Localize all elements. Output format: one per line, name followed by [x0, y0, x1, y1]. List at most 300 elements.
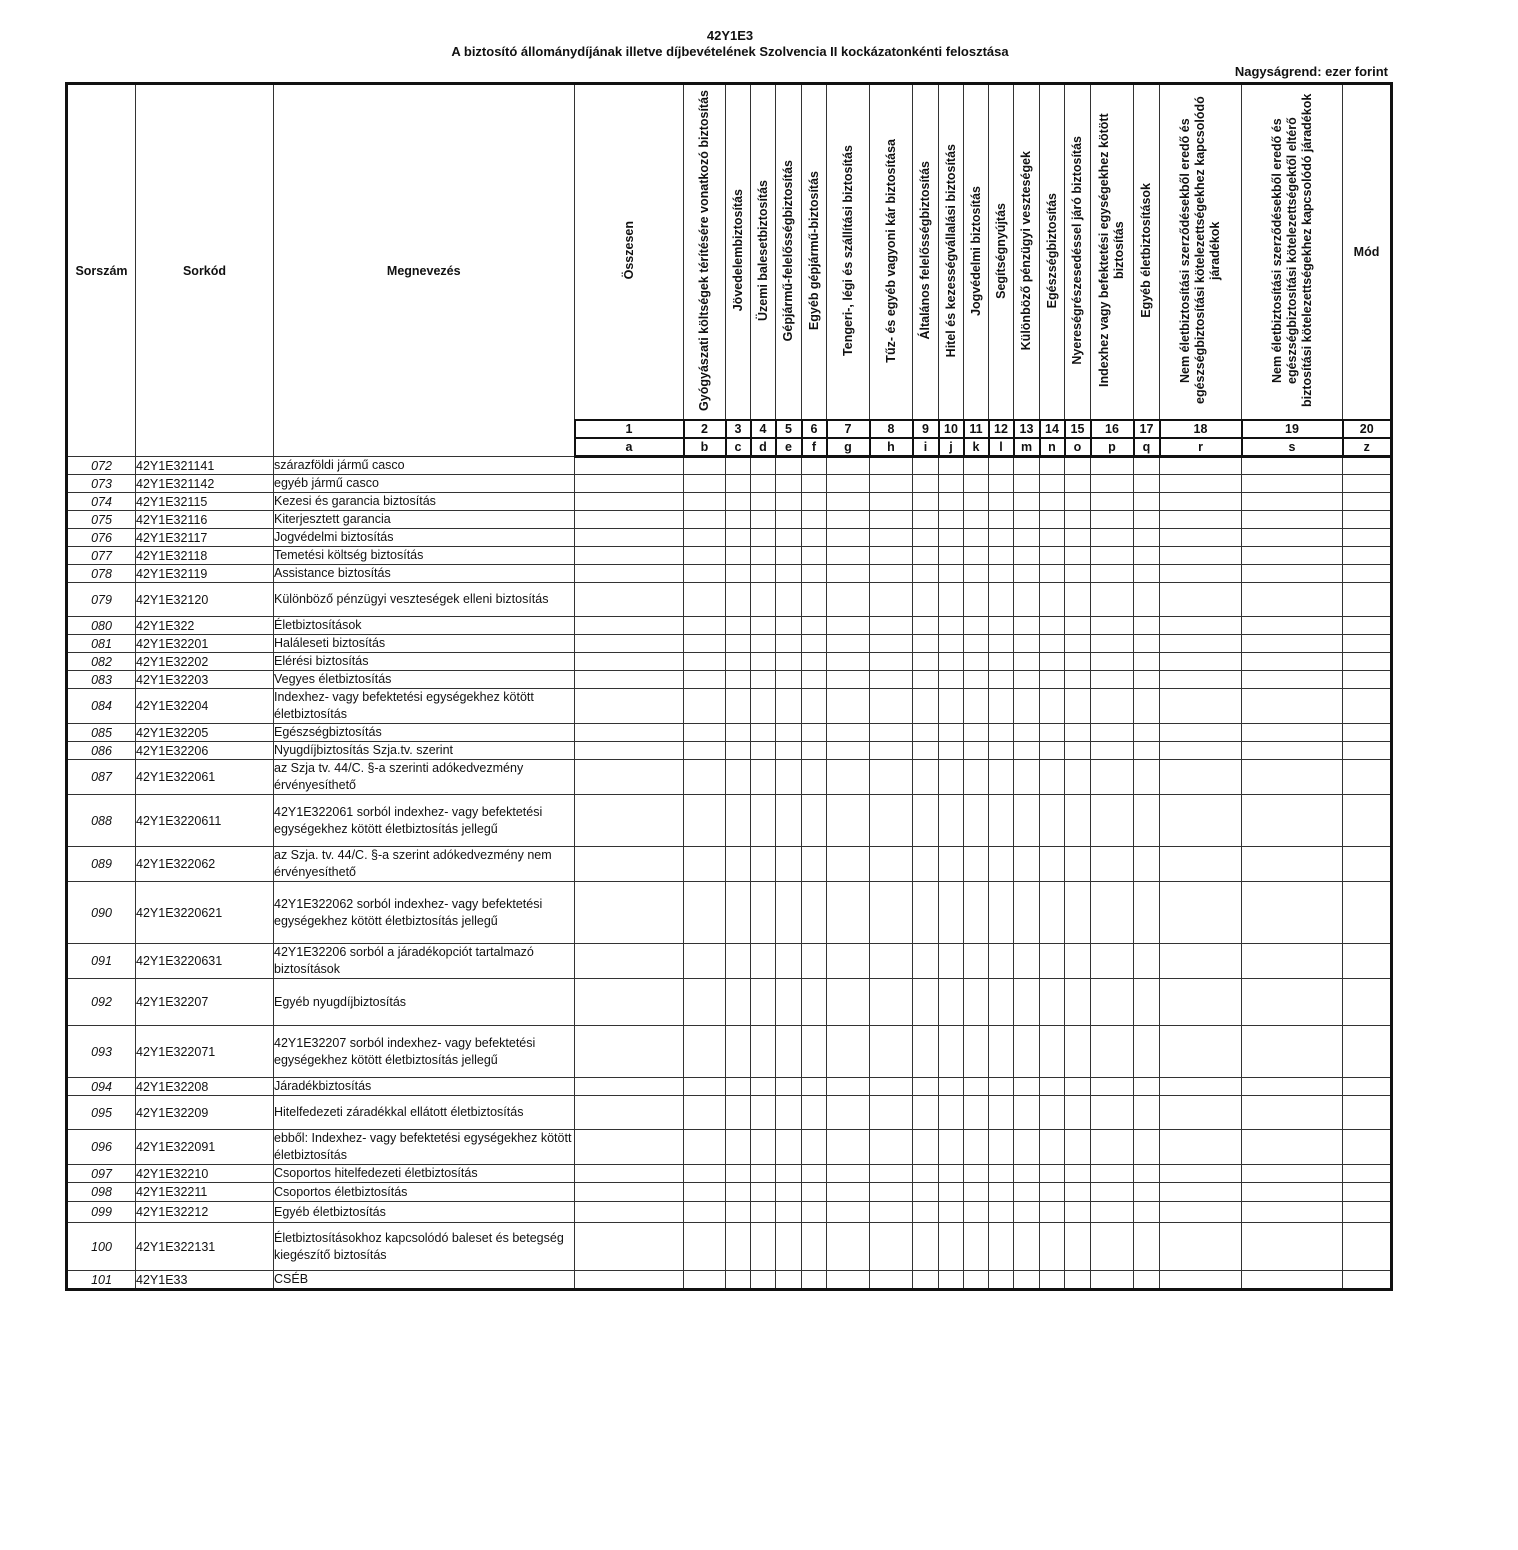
- data-cell[interactable]: [1065, 635, 1091, 653]
- data-cell[interactable]: [802, 689, 827, 724]
- data-cell[interactable]: [1091, 475, 1134, 493]
- data-cell[interactable]: [1014, 795, 1040, 847]
- data-cell[interactable]: [964, 511, 989, 529]
- data-cell[interactable]: [870, 847, 913, 882]
- data-cell[interactable]: [913, 1223, 939, 1271]
- data-cell[interactable]: [684, 529, 726, 547]
- data-cell[interactable]: [776, 457, 802, 475]
- data-cell[interactable]: [1040, 1202, 1065, 1223]
- data-cell[interactable]: [776, 1223, 802, 1271]
- data-cell[interactable]: [1040, 944, 1065, 979]
- data-cell[interactable]: [1091, 1165, 1134, 1183]
- data-cell[interactable]: [751, 1202, 776, 1223]
- data-cell[interactable]: [575, 724, 684, 742]
- data-cell[interactable]: [684, 457, 726, 475]
- data-cell[interactable]: [1091, 1130, 1134, 1165]
- data-cell[interactable]: [989, 742, 1014, 760]
- data-cell[interactable]: [939, 795, 964, 847]
- data-cell[interactable]: [726, 635, 751, 653]
- data-cell[interactable]: [751, 1078, 776, 1096]
- data-cell[interactable]: [575, 795, 684, 847]
- data-cell[interactable]: [870, 1026, 913, 1078]
- data-cell[interactable]: [1134, 547, 1160, 565]
- data-cell[interactable]: [989, 1130, 1014, 1165]
- data-cell[interactable]: [939, 671, 964, 689]
- data-cell[interactable]: [827, 724, 870, 742]
- data-cell[interactable]: [827, 742, 870, 760]
- data-cell[interactable]: [1242, 1130, 1343, 1165]
- data-cell[interactable]: [1065, 1183, 1091, 1202]
- data-cell[interactable]: [1040, 760, 1065, 795]
- data-cell[interactable]: [1091, 565, 1134, 583]
- data-cell[interactable]: [1134, 689, 1160, 724]
- data-cell[interactable]: [1040, 742, 1065, 760]
- data-cell[interactable]: [1343, 1165, 1392, 1183]
- data-cell[interactable]: [939, 583, 964, 617]
- data-cell[interactable]: [802, 1026, 827, 1078]
- data-cell[interactable]: [1343, 565, 1392, 583]
- data-cell[interactable]: [1160, 583, 1242, 617]
- data-cell[interactable]: [1242, 795, 1343, 847]
- data-cell[interactable]: [751, 583, 776, 617]
- data-cell[interactable]: [989, 944, 1014, 979]
- data-cell[interactable]: [1040, 583, 1065, 617]
- data-cell[interactable]: [870, 565, 913, 583]
- data-cell[interactable]: [1040, 1130, 1065, 1165]
- data-cell[interactable]: [1091, 1183, 1134, 1202]
- data-cell[interactable]: [1065, 1078, 1091, 1096]
- data-cell[interactable]: [575, 1078, 684, 1096]
- data-cell[interactable]: [939, 493, 964, 511]
- data-cell[interactable]: [939, 653, 964, 671]
- data-cell[interactable]: [989, 760, 1014, 795]
- data-cell[interactable]: [964, 760, 989, 795]
- data-cell[interactable]: [913, 847, 939, 882]
- data-cell[interactable]: [1160, 1271, 1242, 1290]
- data-cell[interactable]: [684, 671, 726, 689]
- data-cell[interactable]: [575, 635, 684, 653]
- data-cell[interactable]: [913, 565, 939, 583]
- data-cell[interactable]: [1134, 1183, 1160, 1202]
- data-cell[interactable]: [1065, 760, 1091, 795]
- data-cell[interactable]: [726, 689, 751, 724]
- data-cell[interactable]: [913, 882, 939, 944]
- data-cell[interactable]: [913, 457, 939, 475]
- data-cell[interactable]: [913, 671, 939, 689]
- data-cell[interactable]: [751, 511, 776, 529]
- data-cell[interactable]: [776, 1165, 802, 1183]
- data-cell[interactable]: [1134, 583, 1160, 617]
- data-cell[interactable]: [1040, 617, 1065, 635]
- data-cell[interactable]: [776, 1026, 802, 1078]
- data-cell[interactable]: [726, 511, 751, 529]
- data-cell[interactable]: [575, 847, 684, 882]
- data-cell[interactable]: [827, 565, 870, 583]
- data-cell[interactable]: [684, 1223, 726, 1271]
- data-cell[interactable]: [870, 1078, 913, 1096]
- data-cell[interactable]: [1091, 1096, 1134, 1130]
- data-cell[interactable]: [1040, 457, 1065, 475]
- data-cell[interactable]: [1040, 635, 1065, 653]
- data-cell[interactable]: [1040, 493, 1065, 511]
- data-cell[interactable]: [802, 1202, 827, 1223]
- data-cell[interactable]: [1134, 493, 1160, 511]
- data-cell[interactable]: [989, 493, 1014, 511]
- data-cell[interactable]: [1160, 1130, 1242, 1165]
- data-cell[interactable]: [1134, 847, 1160, 882]
- data-cell[interactable]: [939, 760, 964, 795]
- data-cell[interactable]: [870, 457, 913, 475]
- data-cell[interactable]: [1014, 742, 1040, 760]
- data-cell[interactable]: [964, 583, 989, 617]
- data-cell[interactable]: [939, 547, 964, 565]
- data-cell[interactable]: [575, 671, 684, 689]
- data-cell[interactable]: [1014, 635, 1040, 653]
- data-cell[interactable]: [870, 1165, 913, 1183]
- data-cell[interactable]: [776, 635, 802, 653]
- data-cell[interactable]: [1091, 795, 1134, 847]
- data-cell[interactable]: [870, 689, 913, 724]
- data-cell[interactable]: [684, 511, 726, 529]
- data-cell[interactable]: [1242, 635, 1343, 653]
- data-cell[interactable]: [1065, 1271, 1091, 1290]
- data-cell[interactable]: [684, 882, 726, 944]
- data-cell[interactable]: [1134, 1202, 1160, 1223]
- data-cell[interactable]: [989, 1271, 1014, 1290]
- data-cell[interactable]: [870, 493, 913, 511]
- data-cell[interactable]: [827, 671, 870, 689]
- data-cell[interactable]: [726, 1165, 751, 1183]
- data-cell[interactable]: [870, 742, 913, 760]
- data-cell[interactable]: [1040, 1026, 1065, 1078]
- data-cell[interactable]: [1160, 742, 1242, 760]
- data-cell[interactable]: [989, 475, 1014, 493]
- data-cell[interactable]: [1160, 457, 1242, 475]
- data-cell[interactable]: [1014, 1223, 1040, 1271]
- data-cell[interactable]: [1343, 475, 1392, 493]
- data-cell[interactable]: [1065, 847, 1091, 882]
- data-cell[interactable]: [802, 475, 827, 493]
- data-cell[interactable]: [575, 617, 684, 635]
- data-cell[interactable]: [1065, 689, 1091, 724]
- data-cell[interactable]: [1091, 724, 1134, 742]
- data-cell[interactable]: [1343, 583, 1392, 617]
- data-cell[interactable]: [989, 653, 1014, 671]
- data-cell[interactable]: [1091, 847, 1134, 882]
- data-cell[interactable]: [1134, 944, 1160, 979]
- data-cell[interactable]: [1160, 944, 1242, 979]
- data-cell[interactable]: [1091, 1202, 1134, 1223]
- data-cell[interactable]: [751, 529, 776, 547]
- data-cell[interactable]: [575, 583, 684, 617]
- data-cell[interactable]: [1065, 583, 1091, 617]
- data-cell[interactable]: [1065, 1202, 1091, 1223]
- data-cell[interactable]: [1343, 742, 1392, 760]
- data-cell[interactable]: [776, 529, 802, 547]
- data-cell[interactable]: [1160, 724, 1242, 742]
- data-cell[interactable]: [1091, 944, 1134, 979]
- data-cell[interactable]: [1091, 635, 1134, 653]
- data-cell[interactable]: [1160, 1223, 1242, 1271]
- data-cell[interactable]: [684, 689, 726, 724]
- data-cell[interactable]: [726, 583, 751, 617]
- data-cell[interactable]: [827, 457, 870, 475]
- data-cell[interactable]: [964, 979, 989, 1026]
- data-cell[interactable]: [751, 882, 776, 944]
- data-cell[interactable]: [726, 547, 751, 565]
- data-cell[interactable]: [1160, 565, 1242, 583]
- data-cell[interactable]: [684, 635, 726, 653]
- data-cell[interactable]: [1242, 1096, 1343, 1130]
- data-cell[interactable]: [802, 1096, 827, 1130]
- data-cell[interactable]: [1065, 944, 1091, 979]
- data-cell[interactable]: [776, 882, 802, 944]
- data-cell[interactable]: [989, 547, 1014, 565]
- data-cell[interactable]: [751, 1223, 776, 1271]
- data-cell[interactable]: [802, 847, 827, 882]
- data-cell[interactable]: [1343, 457, 1392, 475]
- data-cell[interactable]: [751, 475, 776, 493]
- data-cell[interactable]: [575, 1026, 684, 1078]
- data-cell[interactable]: [1014, 689, 1040, 724]
- data-cell[interactable]: [913, 529, 939, 547]
- data-cell[interactable]: [870, 653, 913, 671]
- data-cell[interactable]: [1343, 1202, 1392, 1223]
- data-cell[interactable]: [575, 511, 684, 529]
- data-cell[interactable]: [1091, 979, 1134, 1026]
- data-cell[interactable]: [870, 1096, 913, 1130]
- data-cell[interactable]: [751, 671, 776, 689]
- data-cell[interactable]: [827, 493, 870, 511]
- data-cell[interactable]: [827, 1026, 870, 1078]
- data-cell[interactable]: [1160, 1183, 1242, 1202]
- data-cell[interactable]: [751, 1130, 776, 1165]
- data-cell[interactable]: [989, 882, 1014, 944]
- data-cell[interactable]: [1343, 671, 1392, 689]
- data-cell[interactable]: [964, 671, 989, 689]
- data-cell[interactable]: [1091, 511, 1134, 529]
- data-cell[interactable]: [726, 847, 751, 882]
- data-cell[interactable]: [989, 583, 1014, 617]
- data-cell[interactable]: [726, 1223, 751, 1271]
- data-cell[interactable]: [939, 529, 964, 547]
- data-cell[interactable]: [776, 617, 802, 635]
- data-cell[interactable]: [1343, 689, 1392, 724]
- data-cell[interactable]: [1242, 1223, 1343, 1271]
- data-cell[interactable]: [1091, 529, 1134, 547]
- data-cell[interactable]: [776, 511, 802, 529]
- data-cell[interactable]: [751, 653, 776, 671]
- data-cell[interactable]: [870, 724, 913, 742]
- data-cell[interactable]: [751, 760, 776, 795]
- data-cell[interactable]: [1343, 529, 1392, 547]
- data-cell[interactable]: [751, 979, 776, 1026]
- data-cell[interactable]: [726, 882, 751, 944]
- data-cell[interactable]: [1134, 979, 1160, 1026]
- data-cell[interactable]: [776, 1078, 802, 1096]
- data-cell[interactable]: [1242, 1271, 1343, 1290]
- data-cell[interactable]: [989, 617, 1014, 635]
- data-cell[interactable]: [939, 724, 964, 742]
- data-cell[interactable]: [1014, 1271, 1040, 1290]
- data-cell[interactable]: [1091, 882, 1134, 944]
- data-cell[interactable]: [684, 583, 726, 617]
- data-cell[interactable]: [964, 1202, 989, 1223]
- data-cell[interactable]: [575, 547, 684, 565]
- data-cell[interactable]: [726, 565, 751, 583]
- data-cell[interactable]: [827, 653, 870, 671]
- data-cell[interactable]: [802, 1223, 827, 1271]
- data-cell[interactable]: [870, 944, 913, 979]
- data-cell[interactable]: [913, 1183, 939, 1202]
- data-cell[interactable]: [913, 511, 939, 529]
- data-cell[interactable]: [1014, 529, 1040, 547]
- data-cell[interactable]: [913, 724, 939, 742]
- data-cell[interactable]: [1134, 565, 1160, 583]
- data-cell[interactable]: [802, 882, 827, 944]
- data-cell[interactable]: [1343, 547, 1392, 565]
- data-cell[interactable]: [802, 795, 827, 847]
- data-cell[interactable]: [827, 583, 870, 617]
- data-cell[interactable]: [827, 1078, 870, 1096]
- data-cell[interactable]: [939, 979, 964, 1026]
- data-cell[interactable]: [989, 724, 1014, 742]
- data-cell[interactable]: [964, 1165, 989, 1183]
- data-cell[interactable]: [575, 1130, 684, 1165]
- data-cell[interactable]: [1242, 689, 1343, 724]
- data-cell[interactable]: [575, 760, 684, 795]
- data-cell[interactable]: [1040, 565, 1065, 583]
- data-cell[interactable]: [684, 617, 726, 635]
- data-cell[interactable]: [964, 475, 989, 493]
- data-cell[interactable]: [1242, 742, 1343, 760]
- data-cell[interactable]: [939, 1026, 964, 1078]
- data-cell[interactable]: [684, 742, 726, 760]
- data-cell[interactable]: [1242, 457, 1343, 475]
- data-cell[interactable]: [1343, 1096, 1392, 1130]
- data-cell[interactable]: [1160, 760, 1242, 795]
- data-cell[interactable]: [1014, 457, 1040, 475]
- data-cell[interactable]: [964, 742, 989, 760]
- data-cell[interactable]: [913, 1165, 939, 1183]
- data-cell[interactable]: [1134, 617, 1160, 635]
- data-cell[interactable]: [684, 1096, 726, 1130]
- data-cell[interactable]: [726, 653, 751, 671]
- data-cell[interactable]: [575, 493, 684, 511]
- data-cell[interactable]: [964, 565, 989, 583]
- data-cell[interactable]: [751, 1271, 776, 1290]
- data-cell[interactable]: [802, 457, 827, 475]
- data-cell[interactable]: [964, 689, 989, 724]
- data-cell[interactable]: [913, 760, 939, 795]
- data-cell[interactable]: [913, 547, 939, 565]
- data-cell[interactable]: [802, 1165, 827, 1183]
- data-cell[interactable]: [575, 457, 684, 475]
- data-cell[interactable]: [575, 1096, 684, 1130]
- data-cell[interactable]: [684, 795, 726, 847]
- data-cell[interactable]: [827, 529, 870, 547]
- data-cell[interactable]: [1343, 511, 1392, 529]
- data-cell[interactable]: [964, 653, 989, 671]
- data-cell[interactable]: [827, 760, 870, 795]
- data-cell[interactable]: [751, 1165, 776, 1183]
- data-cell[interactable]: [1065, 882, 1091, 944]
- data-cell[interactable]: [827, 635, 870, 653]
- data-cell[interactable]: [1242, 493, 1343, 511]
- data-cell[interactable]: [1040, 653, 1065, 671]
- data-cell[interactable]: [751, 1183, 776, 1202]
- data-cell[interactable]: [913, 1202, 939, 1223]
- data-cell[interactable]: [802, 635, 827, 653]
- data-cell[interactable]: [1065, 1223, 1091, 1271]
- data-cell[interactable]: [870, 1130, 913, 1165]
- data-cell[interactable]: [989, 1165, 1014, 1183]
- data-cell[interactable]: [684, 1271, 726, 1290]
- data-cell[interactable]: [1160, 1078, 1242, 1096]
- data-cell[interactable]: [1242, 617, 1343, 635]
- data-cell[interactable]: [684, 1026, 726, 1078]
- data-cell[interactable]: [751, 1026, 776, 1078]
- data-cell[interactable]: [776, 565, 802, 583]
- data-cell[interactable]: [802, 1183, 827, 1202]
- data-cell[interactable]: [1134, 653, 1160, 671]
- data-cell[interactable]: [1065, 653, 1091, 671]
- data-cell[interactable]: [726, 724, 751, 742]
- data-cell[interactable]: [1091, 547, 1134, 565]
- data-cell[interactable]: [1242, 671, 1343, 689]
- data-cell[interactable]: [776, 1202, 802, 1223]
- data-cell[interactable]: [575, 475, 684, 493]
- data-cell[interactable]: [776, 1130, 802, 1165]
- data-cell[interactable]: [776, 583, 802, 617]
- data-cell[interactable]: [1134, 635, 1160, 653]
- data-cell[interactable]: [939, 1271, 964, 1290]
- data-cell[interactable]: [726, 742, 751, 760]
- data-cell[interactable]: [1065, 1165, 1091, 1183]
- data-cell[interactable]: [1040, 671, 1065, 689]
- data-cell[interactable]: [1160, 529, 1242, 547]
- data-cell[interactable]: [827, 979, 870, 1026]
- data-cell[interactable]: [939, 847, 964, 882]
- data-cell[interactable]: [1065, 457, 1091, 475]
- data-cell[interactable]: [802, 724, 827, 742]
- data-cell[interactable]: [1242, 529, 1343, 547]
- data-cell[interactable]: [575, 1165, 684, 1183]
- data-cell[interactable]: [964, 847, 989, 882]
- data-cell[interactable]: [1160, 795, 1242, 847]
- data-cell[interactable]: [1343, 847, 1392, 882]
- data-cell[interactable]: [989, 1026, 1014, 1078]
- data-cell[interactable]: [1343, 493, 1392, 511]
- data-cell[interactable]: [726, 1026, 751, 1078]
- data-cell[interactable]: [575, 689, 684, 724]
- data-cell[interactable]: [726, 493, 751, 511]
- data-cell[interactable]: [726, 1096, 751, 1130]
- data-cell[interactable]: [1160, 1026, 1242, 1078]
- data-cell[interactable]: [726, 457, 751, 475]
- data-cell[interactable]: [802, 742, 827, 760]
- data-cell[interactable]: [913, 493, 939, 511]
- data-cell[interactable]: [1134, 671, 1160, 689]
- data-cell[interactable]: [1040, 795, 1065, 847]
- data-cell[interactable]: [1040, 689, 1065, 724]
- data-cell[interactable]: [802, 617, 827, 635]
- data-cell[interactable]: [776, 689, 802, 724]
- data-cell[interactable]: [776, 724, 802, 742]
- data-cell[interactable]: [870, 882, 913, 944]
- data-cell[interactable]: [1343, 1271, 1392, 1290]
- data-cell[interactable]: [802, 653, 827, 671]
